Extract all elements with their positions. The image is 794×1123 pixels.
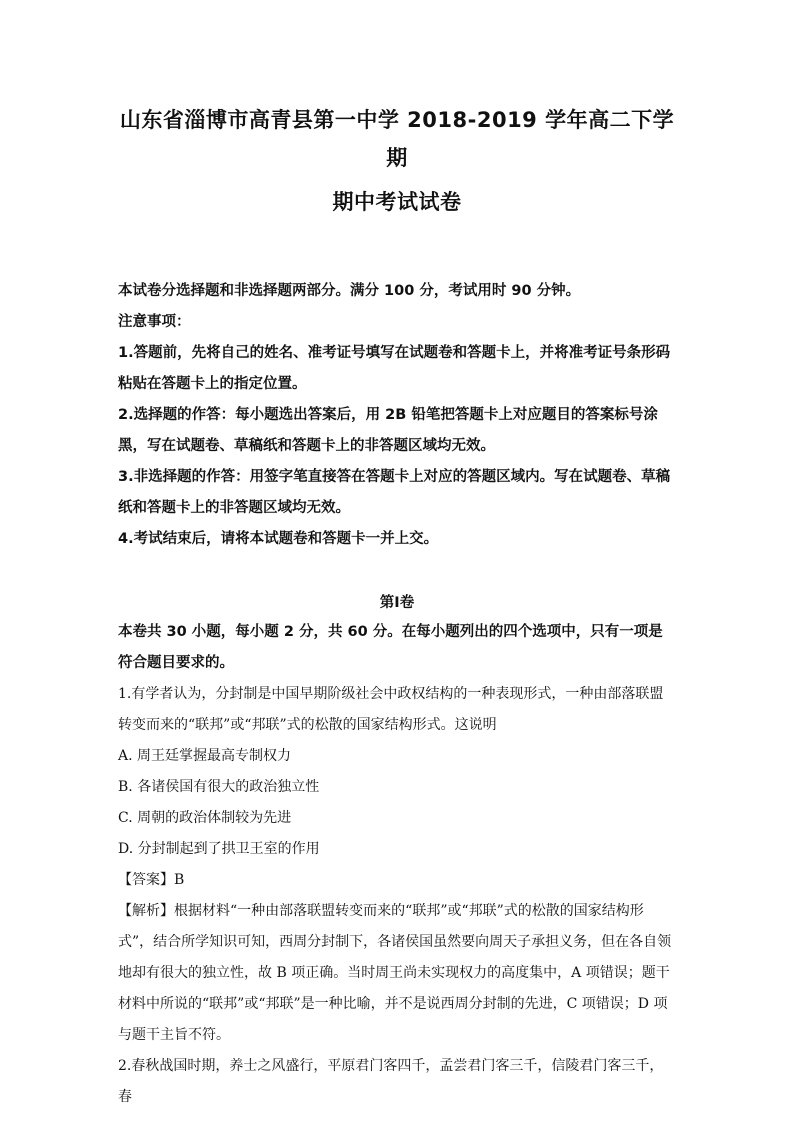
question-2-stem: 2.春秋战国时期，养士之风盛行，平原君门客四千，孟尝君门客三千，信陵君门客三千，春 <box>118 1058 664 1105</box>
question-1-answer: 【答案】B <box>118 872 185 888</box>
question-1-option-b: B. 各诸侯国有很大的政治独立性 <box>118 779 320 795</box>
section-title: 第Ⅰ卷 <box>379 595 415 611</box>
document-title-line1: 山东省淄博市高青县第一中学 2018-2019 学年高二下学期 <box>119 108 675 170</box>
question-1-option-d: D. 分封制起到了拱卫王室的作用 <box>118 841 320 857</box>
notice-item-1: 1.答题前，先将自己的姓名、准考证号填写在试题卷和答题卡上，并将准考证号条形码粘贴在答题卡上的指定位置。 <box>118 345 671 392</box>
notice-item-4: 4.考试结束后，请将本试题卷和答题卡一并上交。 <box>118 531 439 547</box>
question-1-stem: 1.有学者认为，分封制是中国早期阶级社会中政权结构的一种表现形式，一种由部落联盟转变而来的“联邦”或“邦联”式的松散的国家结构形式。这说明 <box>118 686 664 733</box>
notice-item-3: 3.非选择题的作答：用签字笔直接答在答题卡上对应的答题区域内。写在试题卷、草稿纸和答题卡上的非答题区域均无效。 <box>118 469 671 516</box>
notice-heading: 注意事项： <box>118 314 191 330</box>
question-1-option-c: C. 周朝的政治体制较为先进 <box>118 810 292 826</box>
document-title-line2: 期中考试试卷 <box>332 190 462 214</box>
question-1 <box>118 679 676 1051</box>
question-1-option-a: A. 周王廷掌握最高专制权力 <box>118 748 292 764</box>
notice-item-2: 2.选择题的作答：每小题选出答案后，用 2B 铅笔把答题卡上对应题目的答案标号涂黑，写在试题卷、草稿纸和答题卡上的非答题区域均无效。 <box>118 407 658 454</box>
intro-text: 本试卷分选择题和非选择题两部分。满分 100 分，考试用时 90 分钟。 <box>118 283 581 299</box>
question-1-analysis: 【解析】根据材料“一种由部落联盟转变而来的“联邦”或“邦联”式的松散的国家结构形式”，结合所学知识可知，西周分封制下，各诸侯国虽然要向周天子承担义务，但在各自领地却有很大的独立性，故 B 项正确。当时周王尚未实现权力的高度集中，A 项错误；题干材料中所说的“联邦”或“邦联”是一种比喻，并不是说西周分封制的先进，C 项错误；D 项与题干主旨不符。 <box>118 903 672 1043</box>
question-2 <box>118 1051 676 1113</box>
exam-instructions <box>118 276 676 555</box>
section-description: 本卷共 30 小题，每小题 2 分，共 60 分。在每小题列出的四个选项中，只有一项是符合题目要求的。 <box>118 624 663 671</box>
